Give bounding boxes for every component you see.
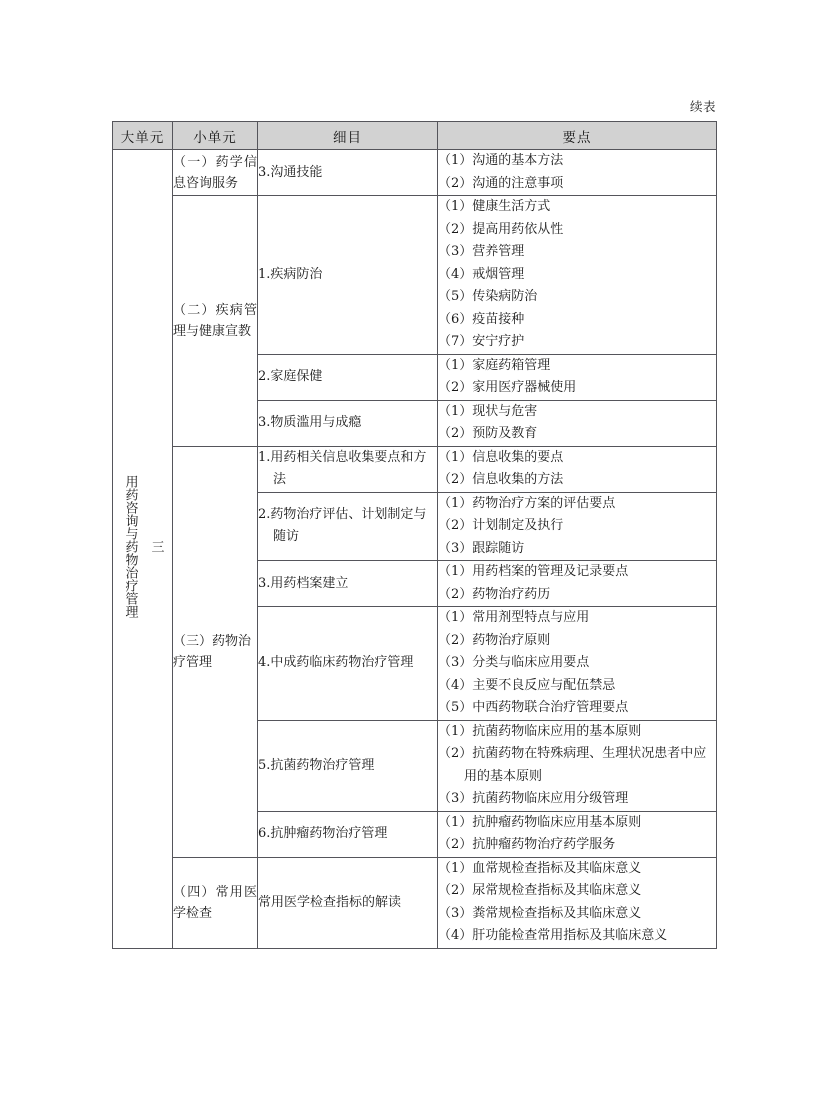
header-row (113, 122, 717, 150)
table-body (113, 150, 717, 949)
point-item: （2）沟通的注意事项 (438, 175, 564, 191)
continuation-label: 续表 (689, 99, 716, 114)
point-item: （4）肝功能检查常用指标及其临床意义 (438, 928, 668, 943)
column-header-big-unit: 大单元 (113, 122, 173, 150)
sub-unit-cell: （四）常用医学检查 (173, 857, 258, 948)
point-item: （3）营养管理 (438, 244, 525, 259)
table-row (113, 196, 717, 355)
point-item: （2）药物治疗原则 (438, 632, 551, 648)
column-header-points: 要点 (438, 122, 717, 150)
point-item: （7）安宁疗护 (438, 334, 525, 349)
detail-text: 常用医学检查指标的解读 (258, 894, 402, 910)
detail-cell (258, 561, 438, 607)
point-item: （1）抗菌药物临床应用的基本原则 (438, 723, 642, 739)
syllabus-table-container (112, 121, 716, 949)
point-item: （1）抗肿瘤药物临床应用基本原则 (438, 814, 642, 830)
detail-cell (258, 150, 438, 196)
table-row (113, 446, 717, 492)
big-unit-cell (113, 150, 173, 949)
detail-text: 2.药物治疗评估、计划制定与随访 (258, 507, 427, 545)
point-item: （2）抗菌药物在特殊病理、生理状况患者中应用的基本原则 (438, 746, 707, 784)
detail-text: 5.抗菌药物治疗管理 (258, 757, 375, 773)
point-item: （1）常用剂型特点与应用 (438, 610, 590, 625)
points-cell (438, 150, 717, 196)
big-unit-number: 三 (148, 540, 164, 554)
point-item: （2）计划制定及执行 (438, 518, 564, 533)
detail-text: 2.家庭保健 (258, 369, 323, 384)
detail-text: 6.抗肿瘤药物治疗管理 (258, 826, 388, 841)
sub-unit-cell: （二）疾病管理与健康宣教 (173, 196, 258, 447)
column-header-sub-unit: 小单元 (173, 122, 258, 150)
detail-cell (258, 720, 438, 811)
point-item: （6）疫苗接种 (438, 311, 525, 327)
points-cell (438, 607, 717, 721)
point-item: （2）家用医疗器械使用 (438, 380, 577, 395)
point-item: （1）血常规检查指标及其临床意义 (438, 860, 642, 876)
points-cell (438, 446, 717, 492)
point-item: （1）健康生活方式 (438, 199, 551, 214)
point-item: （1）用药档案的管理及记录要点 (438, 564, 629, 579)
point-item: （1）沟通的基本方法 (438, 153, 564, 168)
points-cell (438, 400, 717, 446)
detail-cell (258, 811, 438, 857)
sub-unit-cell: （三）药物治疗管理 (173, 446, 258, 857)
detail-cell (258, 492, 438, 561)
point-item: （4）主要不良反应与配伍禁忌 (438, 677, 616, 693)
detail-cell (258, 354, 438, 400)
detail-text: 3.用药档案建立 (258, 575, 349, 591)
point-item: （2）尿常规检查指标及其临床意义 (438, 883, 642, 898)
point-item: （1）药物治疗方案的评估要点 (438, 495, 616, 511)
point-item: （1）家庭药箱管理 (438, 357, 551, 373)
point-item: （2）抗肿瘤药物治疗药学服务 (438, 837, 616, 852)
point-item: （3）跟踪随访 (438, 540, 525, 556)
detail-cell (258, 400, 438, 446)
point-item: （1）现状与危害 (438, 403, 538, 419)
points-cell (438, 811, 717, 857)
detail-cell (258, 607, 438, 721)
big-unit-name: 用药咨询与药物治疗管理 (122, 475, 138, 619)
point-item: （3）粪常规检查指标及其临床意义 (438, 905, 642, 921)
column-header-detail: 细目 (258, 122, 438, 150)
point-item: （2）预防及教育 (438, 426, 538, 441)
point-item: （2）药物治疗药历 (438, 586, 551, 602)
detail-cell (258, 857, 438, 948)
points-cell (438, 561, 717, 607)
point-item: （5）中西药物联合治疗管理要点 (438, 700, 629, 715)
table-row (113, 857, 717, 948)
point-item: （2）提高用药依从性 (438, 221, 564, 237)
sub-unit-cell: （一）药学信息咨询服务 (173, 150, 258, 196)
big-unit-vertical-text (117, 475, 169, 618)
syllabus-table (112, 121, 717, 949)
points-cell (438, 857, 717, 948)
detail-cell (258, 196, 438, 355)
detail-cell (258, 446, 438, 492)
detail-text: 1.用药相关信息收集要点和方法 (258, 450, 427, 487)
point-item: （1）信息收集的要点 (438, 449, 564, 465)
point-item: （3）分类与临床应用要点 (438, 655, 590, 670)
detail-text: 4.中成药临床药物治疗管理 (258, 655, 414, 671)
detail-text: 3.沟通技能 (258, 164, 323, 180)
point-item: （2）信息收集的方法 (438, 472, 564, 487)
point-item: （5）传染病防治 (438, 289, 538, 304)
table-row (113, 150, 717, 196)
detail-text: 3.物质滥用与成瘾 (258, 415, 362, 430)
points-cell (438, 492, 717, 561)
point-item: （3）抗菌药物临床应用分级管理 (438, 791, 629, 806)
point-item: （4）戒烟管理 (438, 266, 525, 282)
table-header (113, 122, 717, 150)
points-cell (438, 196, 717, 355)
detail-text: 1.疾病防治 (258, 266, 323, 282)
points-cell (438, 720, 717, 811)
points-cell (438, 354, 717, 400)
